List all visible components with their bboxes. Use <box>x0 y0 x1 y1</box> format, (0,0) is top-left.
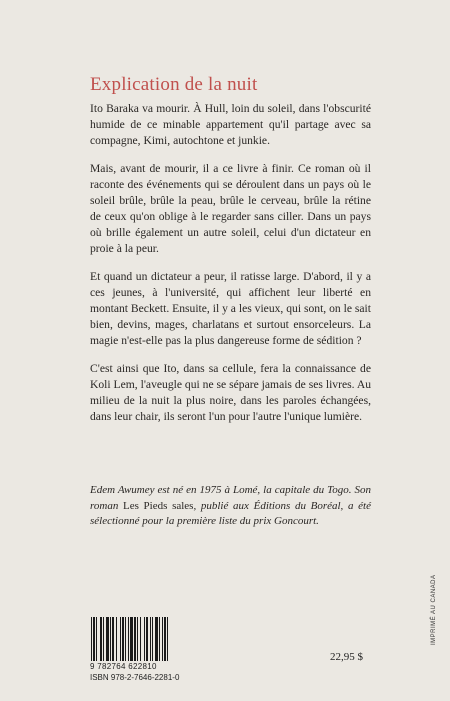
barcode-block <box>90 617 194 671</box>
author-bio <box>90 483 371 530</box>
barcode-bar <box>112 617 114 661</box>
barcode-bar <box>162 617 163 661</box>
barcode-bar <box>110 617 111 661</box>
barcode-bar <box>144 617 145 661</box>
author-bio-end: , publié aux Éditions du Boréal, a été sélectionné pour la première liste du prix Goncourt. <box>90 499 371 527</box>
barcode-bar <box>134 617 136 661</box>
barcode-bar <box>116 617 117 661</box>
barcode-bar <box>103 617 104 661</box>
barcode-bar <box>146 617 148 661</box>
blurb-paragraph-3: Et quand un dictateur a peur, il ratisse large. D'abord, il y a ces jeunes, à l'université, qui affichent leur liberté en montant Beckett. Ensuite, il y a les vieux, qui sont, on le sait bien, devins, mages, charlatans et surtout ensorceleurs. La magie n'est-elle pas la plus dangereuse forme de sédition ? <box>90 270 371 347</box>
printed-in-label: IMPRIMÉ AU CANADA <box>431 574 437 645</box>
barcode-bar <box>120 617 121 661</box>
barcode-bar <box>91 617 92 661</box>
barcode-bar <box>130 617 133 661</box>
blurb <box>90 101 371 437</box>
barcode-bar <box>155 617 158 661</box>
blurb-paragraph-1: Ito Baraka va mourir. À Hull, loin du soleil, dans l'obscurité humide de ce minable appartement qu'il partage avec sa compagne, Kimi, autochtone et junkie. <box>90 102 371 147</box>
barcode-bar <box>152 617 153 661</box>
barcode-bar <box>159 617 160 661</box>
isbn: ISBN 978-2-7646-2281-0 <box>90 673 180 682</box>
barcode-bar <box>140 617 141 661</box>
barcode-digits: 9 782764 622810 <box>90 662 157 671</box>
author-previous-book: Les Pieds sales <box>123 499 194 512</box>
book-title: Explication de la nuit <box>90 74 258 95</box>
barcode-bar <box>164 617 166 661</box>
barcode-bar <box>150 617 151 661</box>
barcode <box>90 617 194 661</box>
barcode-bar <box>167 617 168 661</box>
barcode-bar <box>125 617 126 661</box>
barcode-bar <box>93 617 95 661</box>
barcode-bar <box>137 617 138 661</box>
barcode-bar <box>106 617 109 661</box>
barcode-bar <box>96 617 97 661</box>
price: 22,95 $ <box>330 651 363 663</box>
barcode-bar <box>122 617 124 661</box>
barcode-bar <box>128 617 129 661</box>
blurb-paragraph-2: Mais, avant de mourir, il a ce livre à finir. Ce roman où il raconte des événements qui se déroulent dans un pays où le soleil brûle, brûle la peau, brûle le cerveau, brûle la rétine de ceux qu'on oblige à le regarder sans ciller. Dans un pays où brille également un autre soleil, celui d'un dictateur en proie à la peur. <box>90 162 371 255</box>
barcode-bar <box>100 617 102 661</box>
blurb-paragraph-4: C'est ainsi que Ito, dans sa cellule, fera la connaissance de Koli Lem, l'aveugle qui ne se sépare jamais de ses livres. Au milieu de la nuit la plus noire, dans les paroles échangées, dans leur chair, ils seront l'un pour l'autre l'unique lumière. <box>90 362 371 423</box>
author-bio-intro: Edem Awumey est né en 1975 à Lomé, la capitale du Togo. Son roman <box>90 484 371 512</box>
